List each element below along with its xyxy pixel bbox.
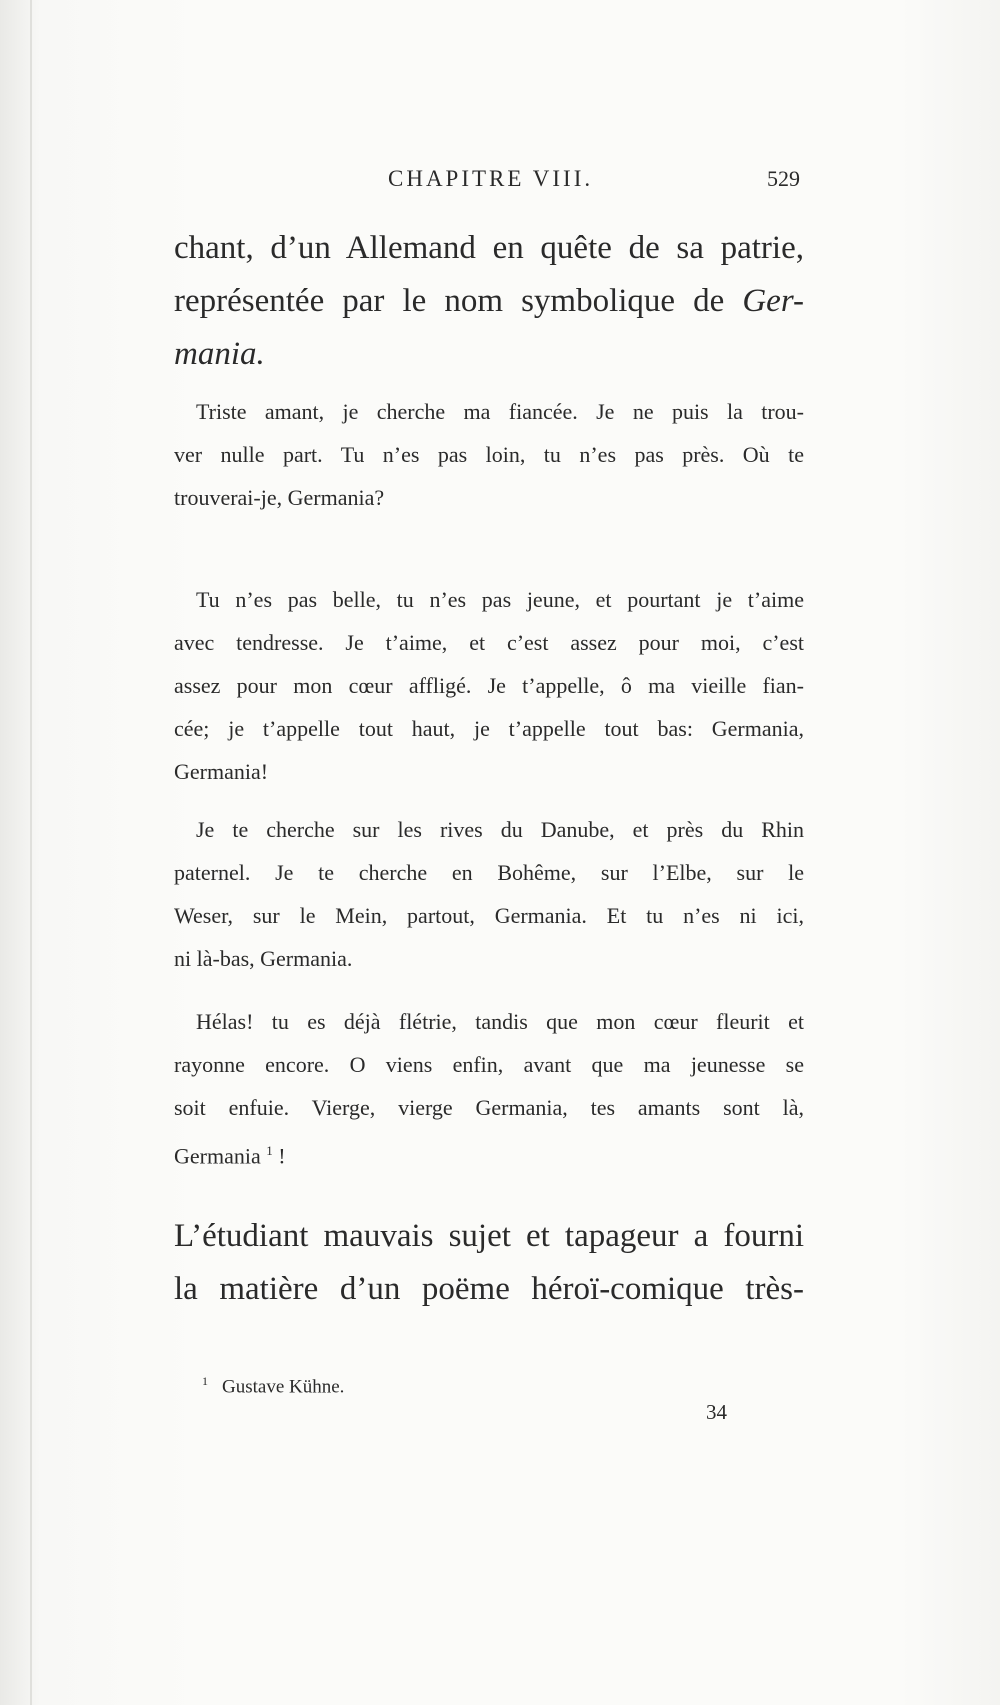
stanza-line: Tu n’es pas belle, tu n’es pas jeune, et pourtant je t’aime (196, 587, 804, 612)
page-number: 529 (767, 166, 800, 191)
stanza-line: avec tendresse. Je t’aime, et c’est assez pour moi, c’est (174, 630, 804, 655)
intro-line-text: représentée par le nom symbolique de (174, 283, 743, 319)
stanza-line: rayonne encore. O viens enfin, avant que ma jeunesse se (174, 1052, 804, 1077)
footnote-text: Gustave Kühne. (222, 1376, 345, 1398)
stanza-line: ver nulle part. Tu n’es pas loin, tu n’es pas près. Où te (174, 442, 804, 467)
footnote (202, 1374, 344, 1398)
closing-line: la matière d’un poëme héroï-comique très- (174, 1271, 804, 1307)
stanza-4 (174, 1000, 804, 1177)
stanza-line: soit enfuie. Vierge, vierge Germania, tes amants sont là, (174, 1095, 804, 1120)
stanza-end-punct: ! (272, 1143, 286, 1169)
running-header (174, 166, 800, 206)
intro-italic-word-end: mania. (174, 336, 265, 372)
footnote-marker: 1 (202, 1374, 208, 1388)
stanza-line: assez pour mon cœur affligé. Je t’appelle, ô ma vieille fian- (174, 673, 804, 698)
stanza-line: Triste amant, je cherche ma fiancée. Je ne puis la trou- (196, 399, 804, 424)
stanza-line: ni là-bas, Germania. (174, 946, 353, 971)
stanza-1 (174, 390, 804, 519)
stanza-line: cée; je t’appelle tout haut, je t’appelle tout bas: Germania, (174, 716, 804, 741)
closing-line: L’étudiant mauvais sujet et tapageur a fourni (174, 1218, 804, 1254)
intro-italic-word: Ger- (742, 283, 804, 319)
stanza-line: Germania! (174, 759, 269, 784)
intro-paragraph (174, 222, 804, 381)
stanza-last-word: Germania (174, 1143, 261, 1169)
chapter-title: CHAPITRE VIII. (388, 166, 594, 191)
stanza-line: Hélas! tu es déjà flétrie, tandis que mon cœur fleurit et (196, 1009, 804, 1034)
binding-gutter (30, 0, 32, 1705)
footnote-reference: 1 (266, 1143, 273, 1158)
stanza-3 (174, 808, 804, 980)
closing-paragraph (174, 1210, 804, 1316)
stanza-line: trouverai-je, Germania? (174, 485, 385, 510)
stanza-line: Je te cherche sur les rives du Danube, et près du Rhin (196, 817, 804, 842)
intro-line: chant, d’un Allemand en quête de sa patrie, (174, 230, 804, 266)
stanza-line (174, 1129, 804, 1177)
intro-line (174, 275, 804, 328)
stanza-line: paternel. Je te cherche en Bohême, sur l’Elbe, sur le (174, 860, 804, 885)
stanza-2 (174, 578, 804, 793)
stanza-line: Weser, sur le Mein, partout, Germania. Et tu n’es ni ici, (174, 903, 804, 928)
signature-mark: 34 (706, 1400, 727, 1424)
